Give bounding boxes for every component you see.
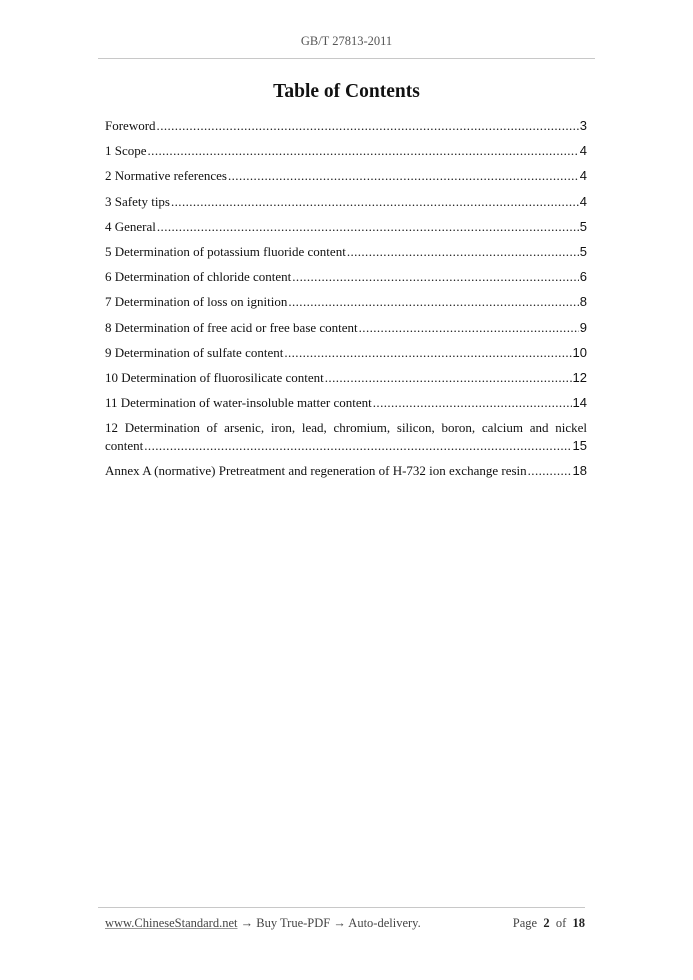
toc-entry-page: 4 xyxy=(579,193,587,209)
toc-entry-page: 10 xyxy=(572,344,587,360)
dot-leader xyxy=(148,143,579,159)
dot-leader xyxy=(284,345,571,361)
toc-entry-title: 7 Determination of loss on ignition xyxy=(105,294,288,310)
toc-entry-title: 4 General xyxy=(105,218,156,234)
toc-entry-title: 8 Determination of free acid or free base content xyxy=(105,319,358,335)
dot-leader xyxy=(359,320,579,336)
dot-leader xyxy=(288,294,578,310)
toc-entry-page: 12 xyxy=(572,369,587,385)
header-divider xyxy=(98,58,595,59)
toc-entry-title-line1: 12 Determination of arsenic, iron, lead, chromium, silicon, boron, calcium and nickel xyxy=(105,420,587,436)
toc-entry[interactable] xyxy=(105,420,587,463)
footer-text: → Buy True-PDF → Auto-delivery. xyxy=(237,916,421,930)
footer-divider xyxy=(98,907,585,908)
toc-entry[interactable] xyxy=(105,244,587,269)
dot-leader xyxy=(325,370,572,386)
toc-entry[interactable] xyxy=(105,194,587,219)
toc-entry-page: 8 xyxy=(579,294,587,310)
toc-entry[interactable] xyxy=(105,219,587,244)
toc-entry-page: 14 xyxy=(572,395,587,411)
toc-entry-page: 6 xyxy=(579,269,587,285)
toc-entry[interactable] xyxy=(105,294,587,319)
toc-entry-page: 5 xyxy=(579,218,587,234)
toc-entry[interactable] xyxy=(105,168,587,193)
toc-entry[interactable] xyxy=(105,463,587,488)
toc-entry-title: 9 Determination of sulfate content xyxy=(105,344,284,360)
toc-entry-title: 2 Normative references xyxy=(105,168,227,184)
toc-entry-page: 5 xyxy=(579,243,587,259)
toc-entry[interactable] xyxy=(105,269,587,294)
page-title: Table of Contents xyxy=(273,81,420,102)
toc-entry[interactable] xyxy=(105,118,587,143)
dot-leader xyxy=(528,463,572,479)
toc-entry-title-line2: content xyxy=(105,438,144,454)
dot-leader xyxy=(228,168,579,184)
toc-entry-title: Annex A (normative) Pretreatment and regeneration of H-732 ion exchange resin xyxy=(105,463,527,479)
toc-entry[interactable] xyxy=(105,143,587,168)
toc-entry[interactable] xyxy=(105,395,587,420)
toc-entry-page: 9 xyxy=(579,319,587,335)
toc-entry-page: 3 xyxy=(579,118,587,133)
toc-entry-page: 18 xyxy=(572,463,587,479)
website-link[interactable]: www.ChineseStandard.net xyxy=(105,916,238,930)
dot-leader xyxy=(157,118,579,134)
toc-entry[interactable] xyxy=(105,370,587,395)
toc-entry-title: Foreword xyxy=(105,118,156,133)
footer xyxy=(105,916,585,931)
dot-leader xyxy=(171,194,579,210)
toc-entry-title: 3 Safety tips xyxy=(105,193,170,209)
toc-entry[interactable] xyxy=(105,320,587,345)
toc-entry-title: 10 Determination of fluorosilicate content xyxy=(105,369,324,385)
toc-entry[interactable] xyxy=(105,345,587,370)
toc-entry-page: 4 xyxy=(579,143,587,159)
document-id-header: GB/T 27813-2011 xyxy=(300,34,393,48)
dot-leader xyxy=(292,269,578,285)
toc-entry-page: 4 xyxy=(579,168,587,184)
toc-entry-title: 1 Scope xyxy=(105,143,147,159)
dot-leader xyxy=(157,219,579,235)
page-number: Page 2 of 18 xyxy=(512,916,585,930)
dot-leader xyxy=(144,438,571,454)
toc-entry-title: 11 Determination of water-insoluble matter content xyxy=(105,395,372,411)
table-of-contents xyxy=(105,118,587,489)
dot-leader xyxy=(347,244,579,260)
toc-entry-title: 5 Determination of potassium fluoride content xyxy=(105,243,346,259)
dot-leader xyxy=(373,395,572,411)
toc-entry-page: 15 xyxy=(572,438,587,454)
toc-entry-title: 6 Determination of chloride content xyxy=(105,269,292,285)
